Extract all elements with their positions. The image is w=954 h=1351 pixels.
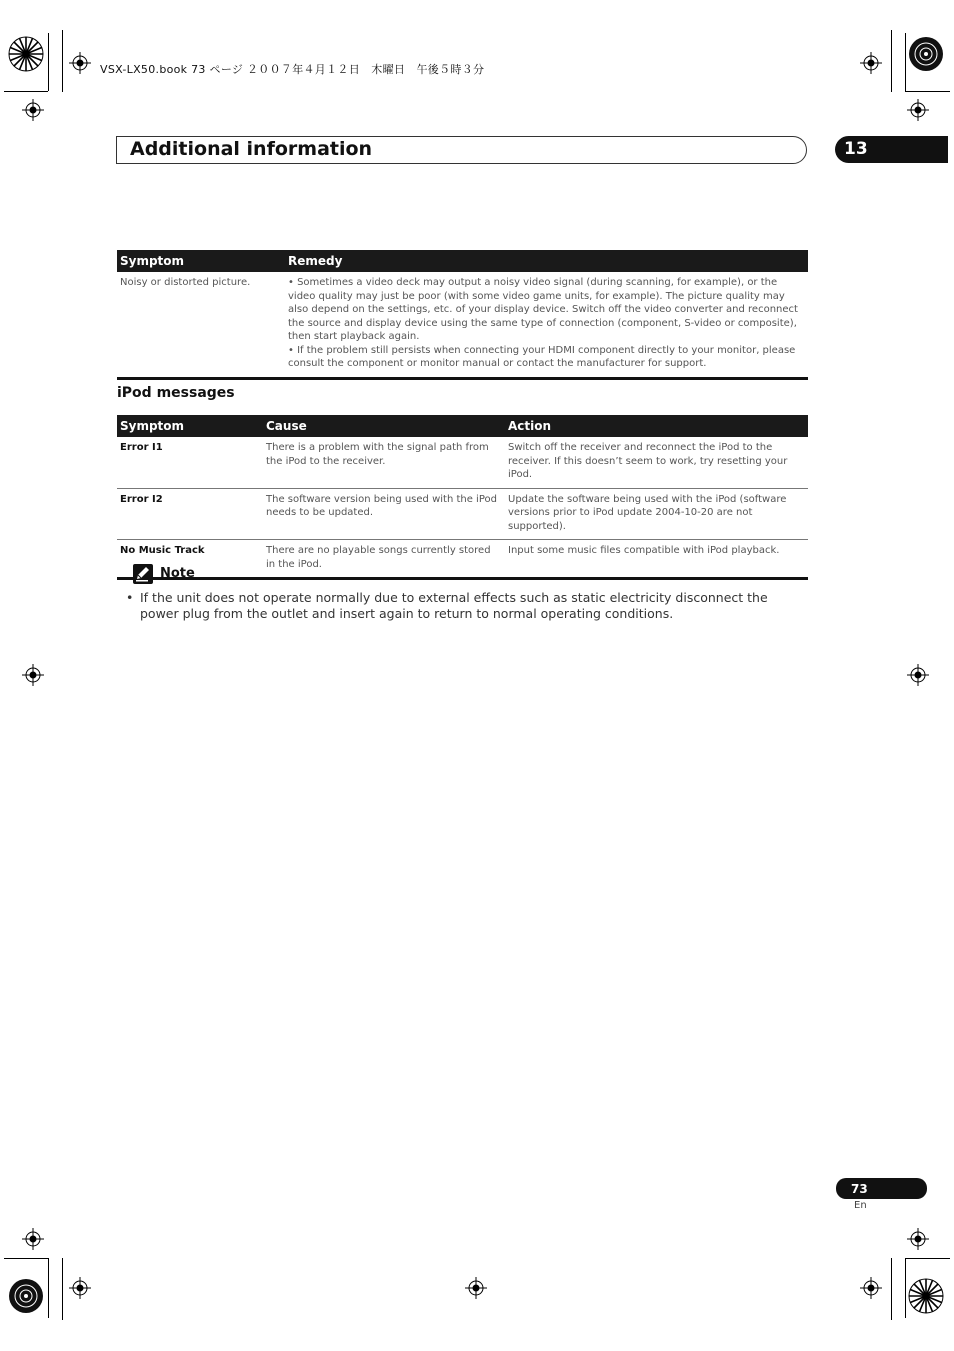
page-number-tab <box>836 1178 927 1199</box>
registration-mark-icon <box>22 99 44 121</box>
table-header-row <box>117 415 808 437</box>
registration-mark-icon <box>907 664 929 686</box>
note-text: If the unit does not operate normally due to external effects such as static electricity disconnect the power plug from the outlet and insert again to return to normal operating conditions. <box>140 590 768 621</box>
column-header-cause: Cause <box>263 415 505 437</box>
crop-line <box>905 1258 950 1259</box>
book-file-info: VSX-LX50.book 73 ページ ２００７年４月１２日 木曜日 午後５時３分 <box>100 63 485 76</box>
action-cell: Switch off the receiver and reconnect the iPod to the receiver. If this doesn’t seem to work, try resetting your iPod. <box>505 437 808 488</box>
cause-cell: There is a problem with the signal path from the iPod to the receiver. <box>263 437 505 488</box>
registration-mark-icon <box>69 52 91 74</box>
registration-mark-icon <box>22 664 44 686</box>
video-troubleshooting-table <box>117 250 808 380</box>
ipod-messages-table <box>117 415 808 580</box>
remedy-cell <box>285 272 808 378</box>
crop-line <box>905 91 950 92</box>
column-header-symptom: Symptom <box>117 415 263 437</box>
cause-cell: There are no playable songs currently stored in the iPod. <box>266 545 491 570</box>
registration-mark-icon <box>907 1228 929 1250</box>
pencil-note-icon <box>133 564 153 584</box>
section-title: Additional information <box>130 138 373 160</box>
registration-mark-icon <box>69 1277 91 1299</box>
registration-mark-icon <box>465 1277 487 1299</box>
page-number: 73 <box>851 1182 868 1196</box>
chapter-number: 13 <box>844 139 868 159</box>
crop-line <box>905 1258 906 1318</box>
table-row <box>117 272 808 378</box>
crop-line <box>48 33 49 91</box>
registration-mark-icon <box>860 52 882 74</box>
crop-line <box>4 91 48 92</box>
table-header-row <box>117 250 808 272</box>
action-cell: Update the software being used with the iPod (software versions prior to iPod update 2004-10-20 are not supported). <box>505 488 808 540</box>
starburst-mark-icon <box>8 36 44 72</box>
note-bullet: • <box>126 590 134 605</box>
registration-mark-icon <box>860 1277 882 1299</box>
crop-line <box>4 1258 48 1259</box>
ipod-messages-heading: iPod messages <box>117 385 235 401</box>
column-header-symptom: Symptom <box>117 250 285 272</box>
starburst-mark-icon <box>908 1278 944 1314</box>
note-label: Note <box>160 566 195 581</box>
table-row <box>117 437 808 488</box>
page-language: En <box>854 1200 867 1211</box>
crop-line <box>48 1258 49 1318</box>
symptom-cell: Error I1 <box>117 437 263 488</box>
crop-line <box>62 1258 63 1320</box>
remedy-line: • Sometimes a video deck may output a noisy video signal (during scanning, for example), or the video quality may just be poor (with some video game units, for example). The picture quality may also depend on the settings, etc. of your display device. Switch off the video converter and reconnect the source and display device using the same type of connection (component, S-video or composite), then start playback again. <box>288 277 798 342</box>
column-header-action: Action <box>505 415 808 437</box>
symptom-cell: No Music Track <box>120 545 205 556</box>
remedy-line: • If the problem still persists when connecting your HDMI component directly to your monitor, please consult the component or monitor manual or contact the manufacturer for support. <box>288 344 796 369</box>
symptom-cell: Noisy or distorted picture. <box>120 277 251 288</box>
column-header-remedy: Remedy <box>285 250 808 272</box>
crop-line <box>891 1258 892 1320</box>
registration-mark-icon <box>22 1228 44 1250</box>
action-cell: Input some music files compatible with iPod playback. <box>508 545 780 556</box>
starburst-mark-icon <box>908 36 944 72</box>
starburst-mark-icon <box>8 1278 44 1314</box>
table-row <box>117 488 808 540</box>
cause-cell: The software version being used with the iPod needs to be updated. <box>263 488 505 540</box>
registration-mark-icon <box>907 99 929 121</box>
symptom-cell: Error I2 <box>117 488 263 540</box>
crop-line <box>891 30 892 92</box>
crop-line <box>62 30 63 92</box>
table-row <box>117 540 808 579</box>
crop-line <box>905 33 906 91</box>
